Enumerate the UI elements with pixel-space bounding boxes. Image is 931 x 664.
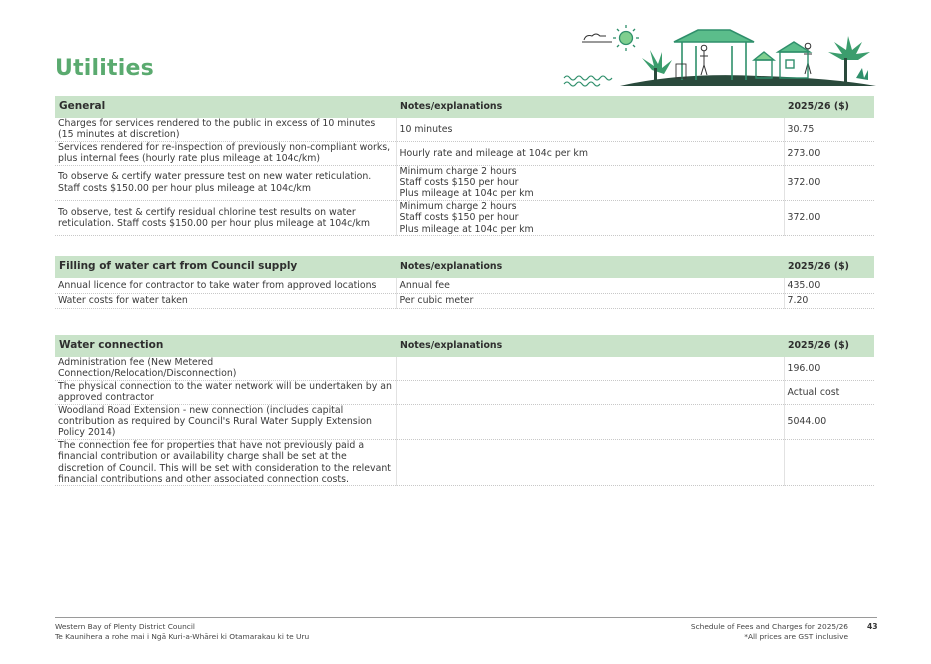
page-number: 43 [867, 622, 878, 631]
fee-description: Annual licence for contractor to take water from approved locations [55, 278, 396, 293]
fee-price: 7.20 [784, 293, 874, 308]
fee-description: Woodland Road Extension - new connection (includes capital contribution as required by Council's Rural Water Supply Extension Policy 2014) [55, 404, 396, 439]
fee-notes [396, 404, 784, 439]
ground-line [620, 75, 876, 86]
table-row [55, 357, 874, 380]
fee-description: To observe & certify water pressure test on new water reticulation. Staff costs $150.00 per hour plus mileage at 104c/km [55, 165, 396, 200]
table-header-row [55, 96, 874, 118]
fee-description: The connection fee for properties that have not previously paid a financial contribution or availability charge shall be set at the discretion of Council. This will be set with consideration to the relevant financial contributions and other associated connection costs. [55, 439, 396, 486]
house-icon [674, 30, 754, 80]
footer-org-name: Western Bay of Plenty District Council [55, 622, 195, 631]
footer-gst-note: *All prices are GST inclusive [744, 632, 848, 641]
footer-org-name-maori: Te Kaunihera a rohe mai i Ngā Kuri-a-Whārei ki Otamarakau ki te Uru [55, 632, 310, 641]
section-heading-general: General [55, 96, 396, 118]
table-header-row [55, 335, 874, 357]
table-row [55, 118, 874, 141]
fee-notes [396, 357, 784, 380]
section-heading-water-connection: Water connection [55, 335, 396, 357]
page-title: Utilities [55, 56, 154, 81]
footer-organisation [55, 622, 309, 642]
column-header-notes: Notes/explanations [396, 96, 784, 118]
general-fees-table [55, 96, 874, 236]
palm-icon [828, 36, 870, 82]
fee-price: 5044.00 [784, 404, 874, 439]
column-header-price: 2025/26 ($) [784, 256, 874, 278]
water-connection-fees-table [55, 335, 874, 486]
footer-divider [55, 617, 877, 618]
table-row [55, 141, 874, 165]
fee-description: The physical connection to the water network will be undertaken by an approved contractor [55, 380, 396, 404]
water-cart-fees-table [55, 256, 874, 309]
table-row [55, 404, 874, 439]
fee-price: 273.00 [784, 141, 874, 165]
cloud-icon [582, 34, 612, 42]
fee-description: Administration fee (New Metered Connection/Relocation/Disconnection) [55, 357, 396, 380]
fee-price: Actual cost [784, 380, 874, 404]
fee-notes: Minimum charge 2 hours Staff costs $150 per hour Plus mileage at 104c per km [396, 200, 784, 235]
header-illustration [560, 20, 880, 92]
fee-notes [396, 439, 784, 486]
fee-price: 372.00 [784, 165, 874, 200]
section-heading-water-cart: Filling of water cart from Council supply [55, 256, 396, 278]
fee-price: 372.00 [784, 200, 874, 235]
table-row [55, 293, 874, 308]
fee-price: 30.75 [784, 118, 874, 141]
sun-icon [613, 25, 639, 51]
fee-notes: Per cubic meter [396, 293, 784, 308]
fee-description: Services rendered for re-inspection of previously non-compliant works, plus internal fees (hourly rate plus mileage at 104c/km) [55, 141, 396, 165]
table-row [55, 278, 874, 293]
house-icon [754, 42, 810, 78]
fee-price [784, 439, 874, 486]
fee-description: Charges for services rendered to the public in excess of 10 minutes (15 minutes at discretion) [55, 118, 396, 141]
footer-document-info [691, 622, 848, 642]
table-row [55, 439, 874, 486]
column-header-notes: Notes/explanations [396, 256, 784, 278]
fee-notes: Annual fee [396, 278, 784, 293]
fee-description: To observe, test & certify residual chlorine test results on water reticulation. Staff costs $150.00 per hour plus mileage at 104c/km [55, 200, 396, 235]
column-header-price: 2025/26 ($) [784, 96, 874, 118]
fee-price: 196.00 [784, 357, 874, 380]
column-header-notes: Notes/explanations [396, 335, 784, 357]
table-header-row [55, 256, 874, 278]
table-row [55, 200, 874, 235]
fee-notes: Minimum charge 2 hours Staff costs $150 per hour Plus mileage at 104c per km [396, 165, 784, 200]
fee-price: 435.00 [784, 278, 874, 293]
table-row [55, 380, 874, 404]
column-header-price: 2025/26 ($) [784, 335, 874, 357]
fee-notes: Hourly rate and mileage at 104c per km [396, 141, 784, 165]
table-row [55, 165, 874, 200]
fee-description: Water costs for water taken [55, 293, 396, 308]
fee-notes [396, 380, 784, 404]
wave-icon [564, 76, 612, 86]
fee-notes: 10 minutes [396, 118, 784, 141]
footer-doc-title: Schedule of Fees and Charges for 2025/26 [690, 622, 848, 631]
